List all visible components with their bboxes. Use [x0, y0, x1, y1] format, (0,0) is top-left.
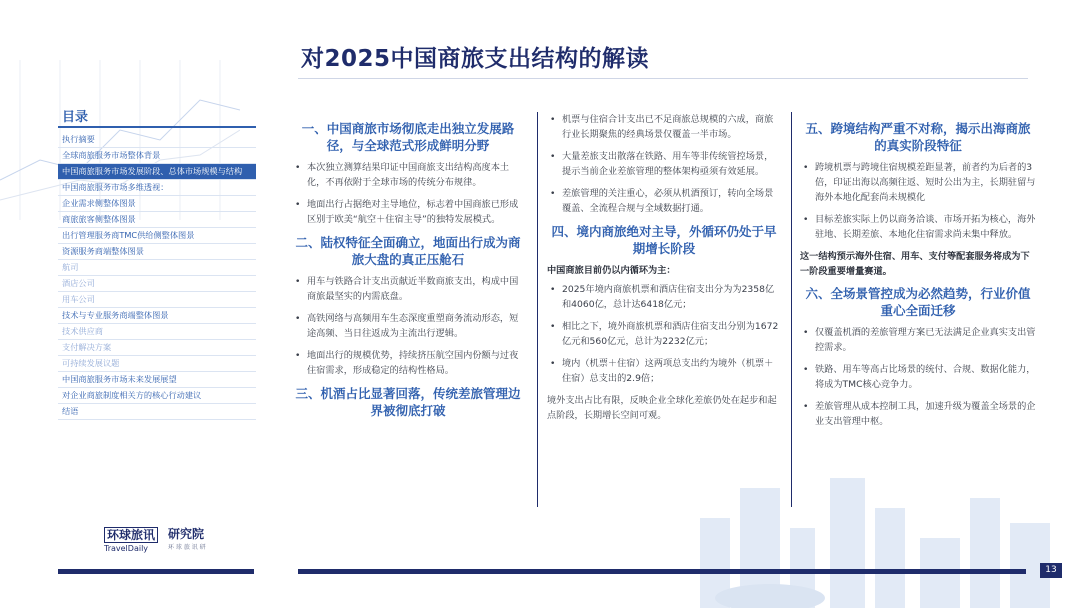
toc-item[interactable]: 全球商旅服务市场整体背景 [58, 148, 256, 164]
bullet-item: • 本次独立测算结果印证中国商旅支出结构高度本土化，不再依附于全球市场的传统分布规律。 [292, 160, 524, 190]
toc-item[interactable]: 技术供应商 [58, 324, 256, 340]
section-5-bullets [800, 160, 1036, 242]
toc-item[interactable]: 支付解决方案 [58, 340, 256, 356]
toc-item[interactable]: 执行摘要 [58, 132, 256, 148]
page-number: 13 [1040, 563, 1062, 578]
toc-divider [58, 126, 256, 128]
bullet-item: • 机票与住宿合计支出已不足商旅总规模的六成，商旅行业长期聚焦的经典场景仅覆盖一半市场。 [547, 112, 781, 142]
section-4-tail: 境外支出占比有限，反映企业全球化差旅仍处在起步和起点阶段，长期增长空间可观。 [547, 395, 777, 421]
toc-item[interactable]: 技术与专业服务商端整体图景 [58, 308, 256, 324]
table-of-contents [58, 106, 256, 420]
toc-item[interactable]: 航司 [58, 260, 256, 276]
section-heading-1: 一、中国商旅市场彻底走出独立发展路径，与全球范式形成鲜明分野 [301, 121, 515, 153]
toc-item[interactable]: 企业需求侧整体图景 [58, 196, 256, 212]
section-heading-3: 三、机酒占比显著回落，传统差旅管理边界被彻底打破 [295, 386, 521, 418]
column-3 [800, 112, 1036, 436]
toc-item[interactable]: 中国商旅服务市场未来发展展望 [58, 372, 256, 388]
section-1-bullets [292, 160, 524, 227]
bullet-item: • 差旅管理从成本控制工具，加速升级为覆盖全场景的企业支出管理中枢。 [800, 399, 1036, 429]
toc-item[interactable]: 资源服务商端整体图景 [58, 244, 256, 260]
bullet-item: • 目标差旅实际上仍以商务洽谈、市场开拓为核心，海外驻地、长期差旅、本地化住宿需求尚未集中释放。 [800, 212, 1036, 242]
column-2 [547, 112, 781, 427]
section-4-lead: 中国商旅目前仍以内循环为主： [547, 265, 676, 276]
section-heading-5: 五、跨境结构严重不对称，揭示出海商旅的真实阶段特征 [805, 121, 1031, 153]
logo-sub-cn-text: 研究院 [168, 527, 205, 541]
bullet-item: • 地面出行的规模优势，持续挤压航空国内份额与过夜住宿需求，形成稳定的结构性格局。 [292, 348, 524, 378]
column-1 [292, 112, 524, 425]
section-2-bullets [292, 274, 524, 378]
section-heading-4: 四、境内商旅绝对主导，外循环仍处于早期增长阶段 [551, 224, 777, 256]
toc-item[interactable]: 中国商旅服务市场多维透视： [58, 180, 256, 196]
toc-item[interactable]: 可持续发展议题 [58, 356, 256, 372]
toc-item[interactable]: 用车公司 [58, 292, 256, 308]
logo-sub-en-text: 环 球 旅 讯 研 [168, 544, 206, 551]
section-3-bullets [547, 112, 781, 216]
footer-bar-left [58, 569, 254, 574]
bullet-item: • 相比之下，境外商旅机票和酒店住宿支出分别为1672亿元和560亿元，总计为2232亿元； [547, 319, 781, 349]
bullet-item: • 大量差旅支出散落在铁路、用车等非传统管控场景，提示当前企业差旅管理的整体架构亟须有效延展。 [547, 149, 781, 179]
toc-list [58, 132, 256, 420]
toc-item[interactable]: 对企业商旅制度相关方的核心行动建议 [58, 388, 256, 404]
brand-logo [104, 527, 206, 553]
bullet-item: • 用车与铁路合计支出贡献近半数商旅支出，构成中国商旅最坚实的内需底盘。 [292, 274, 524, 304]
toc-item[interactable]: 出行管理服务商TMC供给侧整体图景 [58, 228, 256, 244]
bullet-item: • 跨境机票与跨境住宿规模差距显著，前者约为后者的3倍，印证出海以高频往返、短时公出为主，长期驻留与海外本地化配套尚未规模化 [800, 160, 1036, 205]
page-title: 对2025中国商旅支出结构的解读 [301, 46, 650, 72]
column-divider-1 [537, 112, 538, 507]
bullet-item: • 高铁网络与高频用车生态深度重塑商务流动形态，短途高频、当日往返成为主流出行逻辑。 [292, 311, 524, 341]
toc-item[interactable]: 商旅旅客侧整体图景 [58, 212, 256, 228]
bullet-item: • 仅覆盖机酒的差旅管理方案已无法满足企业真实支出管控需求。 [800, 325, 1036, 355]
section-5-note: 这一结构预示海外住宿、用车、支付等配套服务将成为下一阶段重要增量赛道。 [800, 251, 1030, 277]
section-6-bullets [800, 325, 1036, 429]
toc-item[interactable]: 中国商旅服务市场发展阶段、总体市场规模与结构 [58, 164, 256, 180]
bullet-item: • 境内（机票＋住宿）这两项总支出约为境外（机票＋住宿）总支出的2.9倍； [547, 356, 781, 386]
bullet-item: • 差旅管理的关注重心，必须从机酒预订，转向全场景覆盖、全流程合规与全域数据打通。 [547, 186, 781, 216]
title-divider [298, 78, 1028, 79]
logo-en-text: TravelDaily [104, 544, 149, 553]
footer-bar-right [298, 569, 1026, 574]
column-divider-2 [791, 112, 792, 507]
section-heading-6: 六、全场景管控成为必然趋势，行业价值重心全面迁移 [805, 286, 1031, 318]
decorative-cityscape [660, 418, 1080, 608]
section-heading-2: 二、陆权特征全面确立，地面出行成为商旅大盘的真正压舱石 [295, 235, 521, 267]
logo-cn-text: 环球旅讯 [104, 527, 158, 543]
bullet-item: • 铁路、用车等高占比场景的统付、合规、数据化能力，将成为TMC核心竞争力。 [800, 362, 1036, 392]
toc-item[interactable]: 结语 [58, 404, 256, 420]
toc-title: 目录 [62, 110, 89, 125]
bullet-item: • 2025年境内商旅机票和酒店住宿支出分为为2358亿和4060亿，总计达6418亿元； [547, 282, 781, 312]
section-4-bullets [547, 282, 781, 386]
toc-item[interactable]: 酒店公司 [58, 276, 256, 292]
bullet-item: • 地面出行占据绝对主导地位，标志着中国商旅已形成区别于欧美“航空＋住宿主导”的独特发展模式。 [292, 197, 524, 227]
